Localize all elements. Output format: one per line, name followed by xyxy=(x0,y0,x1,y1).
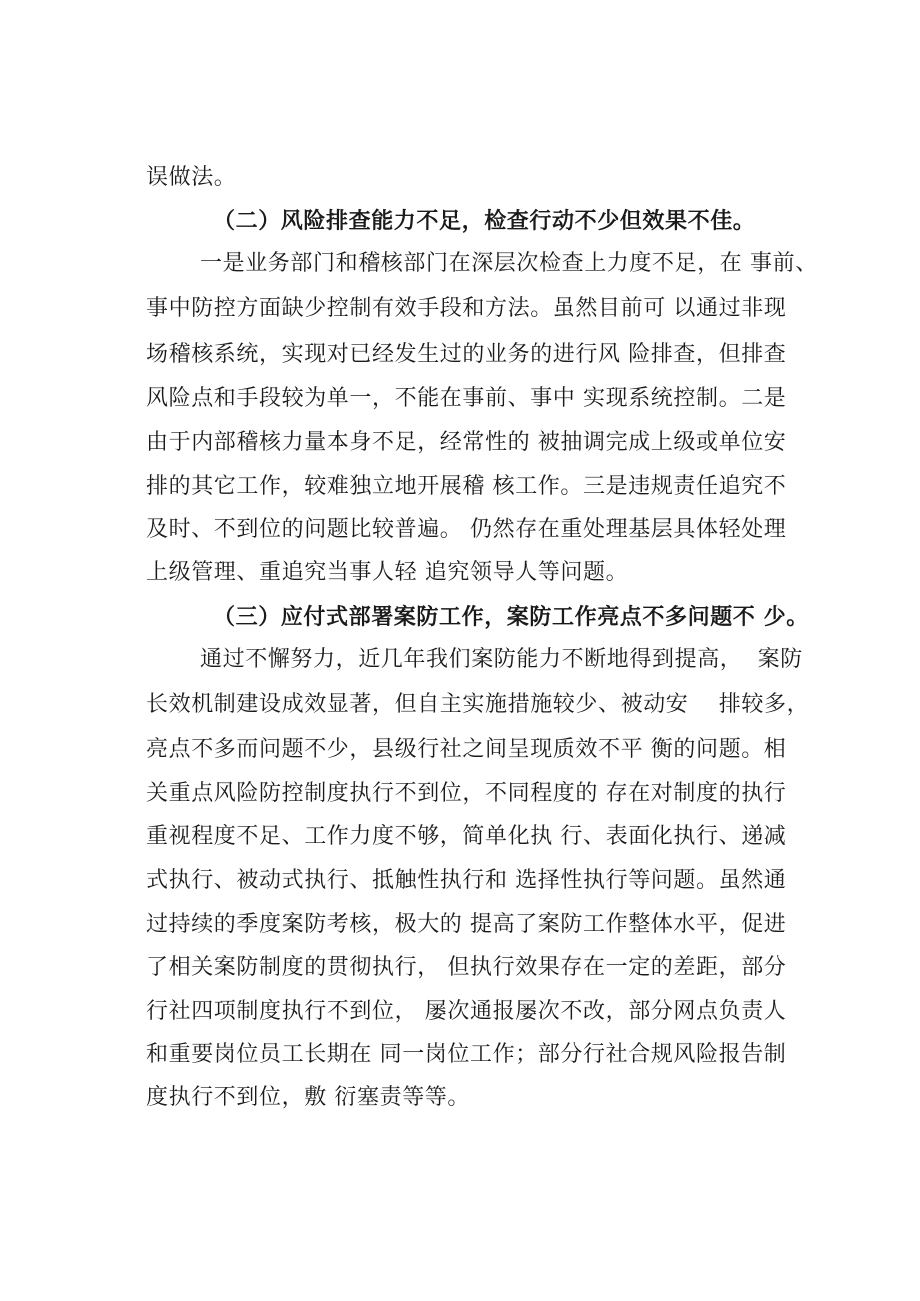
paragraph-line: 及时、不到位的问题比较普遍。 仍然存在重处理基层具体轻处理 xyxy=(146,517,787,542)
paragraph-line: 排的其它工作，较难独立地开展稽 核工作。三是违规责任追究不 xyxy=(146,474,787,499)
continuation-line: 误做法。 xyxy=(146,165,237,190)
paragraph-line: 和重要岗位员工长期在 同一岗位工作；部分行社合规风险报告制 xyxy=(146,1042,787,1067)
paragraph-line: 一是业务部门和稽核部门在深层次检查上力度不足，在 事前、 xyxy=(200,251,818,276)
paragraph-line: 场稽核系统，实现对已经发生过的业务的进行风 险排查，但排查 xyxy=(146,342,787,367)
paragraph-line: 行社四项制度执行不到位， 屡次通报屡次不改，部分网点负责人 xyxy=(146,999,787,1024)
paragraph-line: 通过不懈努力，近几年我们案防能力不断地得到提高， 案防 xyxy=(200,647,803,672)
paragraph-line: 关重点风险防控制度执行不到位，不同程度的 存在对制度的执行 xyxy=(146,781,787,806)
paragraph-line: 由于内部稽核力量本身不足，经常性的 被抽调完成上级或单位安 xyxy=(146,430,787,455)
paragraph-line: 式执行、被动式执行、抵触性执行和 选择性执行等问题。虽然通 xyxy=(146,868,787,893)
paragraph-line: 了相关案防制度的贯彻执行， 但执行效果存在一定的差距，部分 xyxy=(146,955,787,980)
paragraph-line: 度执行不到位，敷 衍塞责等等。 xyxy=(146,1085,470,1110)
paragraph-line: 上级管理、重追究当事人轻 追究领导人等问题。 xyxy=(146,560,629,585)
paragraph-line: 亮点不多而问题不少，县级行社之间呈现质效不平 衡的问题。相 xyxy=(146,737,787,762)
paragraph-line: 事中防控方面缺少控制有效手段和方法。虽然目前可 以通过非现 xyxy=(146,296,787,321)
section-heading-2: （二）风险排查能力不足，检查行动不少但效果不佳。 xyxy=(213,208,756,234)
paragraph-line: 长效机制建设成效显著，但自主实施措施较少、被动安 排较多， xyxy=(146,692,810,717)
paragraph-line: 重视程度不足、工作力度不够，简单化执 行、表面化执行、递减 xyxy=(146,824,787,849)
paragraph-line: 过持续的季度案防考核，极大的 提高了案防工作整体水平，促进 xyxy=(146,912,787,937)
section-heading-3: （三）应付式部署案防工作，案防工作亮点不多问题不 少。 xyxy=(213,604,809,630)
paragraph-line: 风险点和手段较为单一，不能在事前、事中 实现系统控制。二是 xyxy=(146,386,787,411)
